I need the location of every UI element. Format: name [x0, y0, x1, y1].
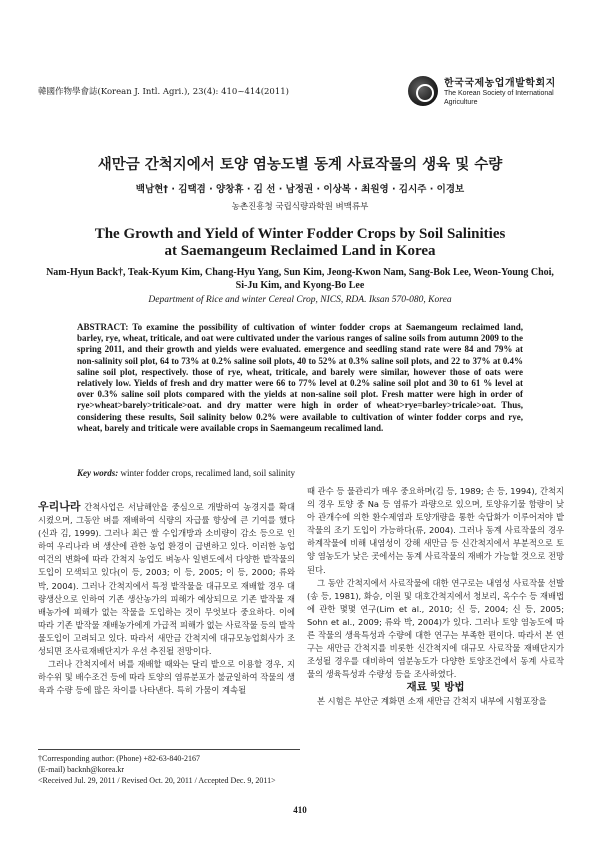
page-number: 410	[293, 805, 307, 815]
footnote	[38, 749, 300, 786]
english-affiliation: Department of Rice and winter Cereal Crop, NICS, RDA. Iksan 570-080, Korea	[148, 295, 452, 305]
intro-paragraph-4: 그 동안 간척지에서 사료작물에 대한 연구로는 내염성 사료작물 선발(송 등, 1981), 화승, 이원 및 대호간척지에서 청보리, 옥수수 등 재배법에 관한 몇몇 연구(Lim et al., 2010; 신 등, 2004; 신 등, 2005; Sohn et al., 2009; 류와 박, 2004)가 있다. 그러나 토양 염농도에 따른 작물의 생육특성과 수량에 대한 연구는 부족한 편이다. 따라서 본 연구는 새만금 간척지를 비롯한 신간척지에 대규모 사료작물 재배단지가 조성될 경우를 대비하여 염분농도가 다양한 토양조건에서 동계 사료작물의 생육특성과 수량성 등을 조사하였다.	[307, 577, 564, 680]
society-name-english: The Korean Society of International Agriculture	[444, 90, 554, 106]
korean-title: 새만금 간척지에서 토양 염농도별 동계 사료작물의 생육 및 수량	[97, 157, 503, 173]
society-seal-icon	[408, 76, 438, 106]
korean-affiliation: 농촌진흥청 국립식량과학원 벼맥류부	[231, 202, 369, 212]
body-column-left	[38, 500, 295, 697]
society-masthead	[408, 74, 568, 114]
corresponding-author: †Corresponding author: (Phone) +82-63-840-2167	[38, 754, 201, 763]
keywords	[77, 468, 523, 478]
received-dates: <Received Jul. 29, 2011 / Revised Oct. 20, 2011 / Accepted Dec. 9, 2011>	[38, 776, 276, 785]
intro-paragraph-2: 그러나 간척지에서 벼를 재배할 때와는 달리 밭으로 이용할 경우, 지하수위 및 배수조건 등에 따라 토양의 염류분포가 불균일하여 작물의 생육과 수량 등에 많은 차이를 나타낸다. 특히 가뭄이 계속될	[38, 659, 295, 696]
abstract: ABSTRACT: To examine the possibility of cultivation of winter fodder crops at Saemangeum reclaimed land, barley, rye, wheat, triticale, and oat were cultivated under the various ranges of saline soils from autumn 2009 to the spring 2011, and their growth and yields were evaluated. emergence and seedling stand rate were 84 and 79% at non-salinity soil plot, 64 to 73% at 0.2% saline soil plots, 40 to 52% at 0.3% saline soil plots, and 22 to 37% at 0.4% saline soil plot, respectively. those of rye, wheat, triticale, and barely were similar, however those of oats were relatively low. Yields of fresh and dry matter were 66 to 77% level at 0.2% saline soil plot and 30 to 61 % level at over 0.3% saline soil plots compared with the yields at non-saline soil plot. Fresh matter were high in order of rye>wheat>barely>triticale>oat. and dry matter were high in order of wheat>rye=barley>tricale>oat. Thus, considering these results, Soil salinity below 0.2% were available to cultivation of winter fodder corps and rye, wheat, barely and triticale were available crops in Saemangeum recalimed land.	[77, 322, 523, 433]
intro-paragraph-3: 때 관수 등 물관리가 매우 중요하며(김 등, 1989; 손 등, 1994), 간척지의 경우 토양 중 Na 등 염류가 과량으로 있으며, 토양유기물 함량이 낮아 관개수에 의한 환수제염과 토양개량을 통한 숙답화가 이루어져야 밭작물의 조기 도입이 가능하다(류, 2004). 그러나 동계 사료작물의 경우 하계작물에 비해 내염성이 강해 새만금 등 신간척지에서 부분적으로 토양 염농도가 낮은 곳에서는 동계 사료작물의 재배가 가능할 것으로 전망된다.	[307, 486, 564, 575]
section-heading-methods: 재료 및 방법	[406, 681, 465, 694]
korean-authors: 백남현† · 김택겸 · 양창휴 · 김 선 · 남정권 · 이상복 · 최원영 · 김시주 · 이경보	[135, 184, 465, 195]
english-title-line-1: The Growth and Yield of Winter Fodder Crops by Soil Salinities	[94, 226, 506, 242]
english-title-line-2: at Saemangeum Reclaimed Land in Korea	[164, 243, 436, 259]
society-name-korean: 한국국제농업개발학회지	[444, 78, 556, 89]
author-email: (E-mail) backnh@korea.kr	[38, 765, 124, 774]
keywords-text: winter fodder crops, recalimed land, soil salinity	[120, 468, 295, 478]
intro-paragraph-1: 간척사업은 서남해안을 중심으로 개발하여 농경지를 확대시켰으며, 그동안 벼를 재배하여 식량의 자급률 향상에 큰 기여를 했다(신과 김, 1999). 그러나 최근 쌀 수입개방과 소비량이 감소 등으로 인하여 우리나라 벼 생산에 관한 농업 환경이 급변하고 있다. 이러한 농업여건의 변화에 따라 간척지 농업도 벼농사 일변도에서 다양한 밭작물의 도입이 모색되고 있다(이 등, 2003; 이 등, 2005; 이 등, 2000; 류와 박, 2004). 그러나 간척지에서 특정 밭작물을 대규모로 재배할 경우 대량생산으로 인하여 기존 생산농가의 피해가 예상되므로 기존 밭작물 재배농가에 피해가 없는 작물을 도입하는 것이 무엇보다 중요하다. 이에 따라 기존 밭작물 재배농가에게 가급적 피해가 없는 사료작물 등의 밭작물도입이 고려되고 있다. 따라서 새만금 간척지에 대규모농업회사가 조성되면 조사료재배단지가 우선 추진될 전망이다.	[38, 502, 295, 657]
english-authors: Nam-Hyun Back†, Teak-Kyum Kim, Chang-Hyu Yang, Sun Kim, Jeong-Kwon Nam, Sang-Bok Lee, Weon-Young Choi, Si-Ju Kim, and Kyong-Bo Lee	[46, 267, 554, 291]
lead-word: 우리나라	[38, 500, 81, 513]
methods-paragraph-1: 본 시험은 부안군 계화면 소재 새만금 간척지 내부에 시험포장을	[317, 695, 547, 706]
body-column-right	[307, 485, 564, 708]
english-title	[60, 226, 540, 260]
journal-citation: 韓國作物學會誌(Korean J. Intl. Agri.), 23(4): 410~414(2011)	[38, 87, 289, 97]
keywords-label: Key words:	[77, 468, 119, 478]
